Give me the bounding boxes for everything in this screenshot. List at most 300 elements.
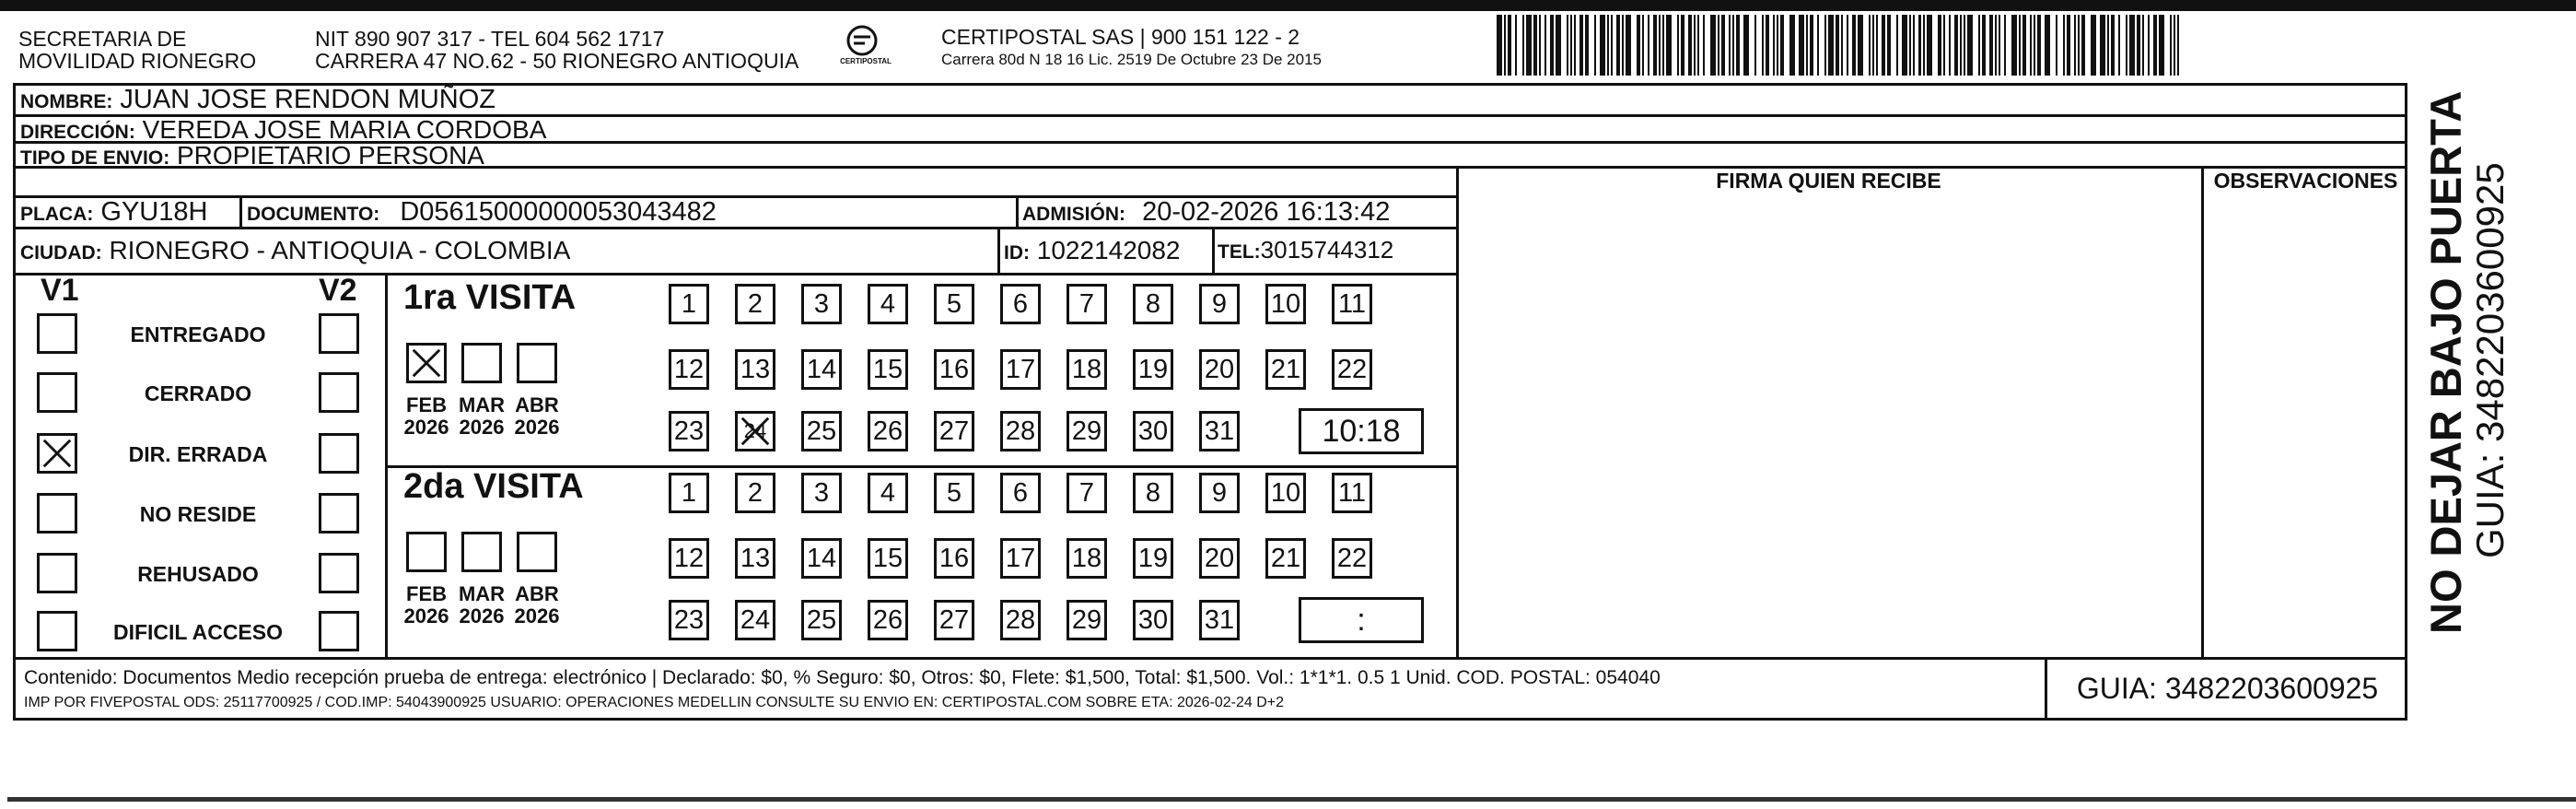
barcode-bar <box>2022 15 2026 76</box>
day-box[interactable] <box>801 349 842 390</box>
placa-value: GYU18H <box>100 197 208 227</box>
day-number: 1 <box>681 477 697 508</box>
day-number: 16 <box>938 354 970 384</box>
day-box[interactable] <box>735 349 775 390</box>
status-label: ENTREGADO <box>130 322 266 346</box>
status-v2-checkbox[interactable] <box>319 493 359 533</box>
month-year: 2026 <box>459 416 505 439</box>
day-number: 17 <box>1005 354 1036 384</box>
tel-value: 3015744312 <box>1260 236 1394 264</box>
barcode-bar <box>2004 15 2006 76</box>
day-number: 15 <box>872 354 903 384</box>
day-number: 18 <box>1071 354 1102 384</box>
barcode-bar <box>1526 15 1532 76</box>
barcode-bar <box>1721 15 1725 76</box>
day-number: 13 <box>740 543 771 573</box>
month-year: 2026 <box>514 416 560 439</box>
day-number: 14 <box>806 543 837 573</box>
day-number: 23 <box>673 604 705 635</box>
day-number: 10 <box>1270 477 1301 508</box>
day-box[interactable] <box>1133 284 1173 324</box>
day-box[interactable] <box>669 284 709 324</box>
barcode-bar <box>1913 15 1915 76</box>
barcode-bar <box>1574 15 1576 76</box>
barcode-bar <box>1978 15 1980 76</box>
barcode-bar <box>1556 15 1561 76</box>
barcode-bar <box>1579 15 1583 76</box>
day-box[interactable] <box>1000 538 1041 579</box>
barcode-bar <box>1616 15 1620 76</box>
barcode-bar <box>2153 15 2157 76</box>
barcode-bar <box>1504 15 1506 76</box>
barcode-bar <box>1600 15 1605 76</box>
day-number: 23 <box>673 416 705 446</box>
barcode-bar <box>1852 15 1856 76</box>
status-v1-checkbox[interactable] <box>37 493 77 533</box>
day-number: 6 <box>1012 288 1029 319</box>
day-number: 29 <box>1071 416 1102 446</box>
day-number: 26 <box>872 416 903 446</box>
day-number: 18 <box>1071 543 1102 573</box>
barcode-bar <box>1902 15 1907 76</box>
day-box[interactable] <box>934 473 974 513</box>
barcode-bar <box>1999 15 2000 76</box>
sender-line1: SECRETARIA DE <box>18 27 187 51</box>
side-warning: NO DEJAR BAJO PUERTA <box>2421 90 2470 634</box>
day-box[interactable] <box>868 538 908 579</box>
visit-title: 1ra VISITA <box>403 278 577 317</box>
barcode-bar <box>2019 15 2021 76</box>
day-box[interactable] <box>1067 411 1107 451</box>
day-number: 30 <box>1137 416 1169 446</box>
status-v2-checkbox[interactable] <box>319 553 359 593</box>
barcode-bar <box>2137 15 2140 76</box>
day-box[interactable] <box>1199 411 1240 451</box>
day-number: 30 <box>1137 604 1169 635</box>
placa-cell <box>20 197 207 228</box>
barcode-bar <box>1694 15 1696 76</box>
barcode-bar <box>1824 15 1826 76</box>
time-box[interactable] <box>1299 597 1424 643</box>
day-box[interactable] <box>801 284 842 324</box>
barcode-bar <box>2174 15 2175 76</box>
barcode-bar <box>1949 15 1951 76</box>
barcode-bar <box>2078 15 2080 76</box>
day-box[interactable] <box>1133 600 1173 640</box>
barcode-bar <box>1943 15 1945 76</box>
day-box[interactable] <box>1000 284 1041 324</box>
barcode-bar <box>1960 15 1962 76</box>
status-column-line <box>385 273 388 657</box>
day-number: 5 <box>946 477 962 508</box>
barcode-bar <box>1876 15 1878 76</box>
month-checkbox[interactable] <box>406 532 447 572</box>
month-year: 2026 <box>403 604 449 627</box>
barcode-bar <box>1847 15 1848 76</box>
day-number: 9 <box>1211 288 1228 319</box>
day-box[interactable] <box>934 411 974 451</box>
day-number: 19 <box>1137 354 1169 384</box>
day-box[interactable] <box>1067 600 1107 640</box>
day-box[interactable] <box>1133 473 1173 513</box>
barcode-bar <box>1909 15 1911 76</box>
firma-header: FIRMA QUIEN RECIBE <box>1716 169 1941 193</box>
barcode-bar <box>2142 15 2144 76</box>
day-number: 3 <box>813 477 830 508</box>
month-name: ABR <box>515 393 559 416</box>
barcode-bar <box>1989 15 1993 76</box>
barcode-bar <box>1923 15 1925 76</box>
firma-column-line <box>1456 166 1459 657</box>
day-box[interactable] <box>868 411 908 451</box>
day-box[interactable] <box>868 284 908 324</box>
day-number: 13 <box>740 354 771 384</box>
day-box[interactable] <box>669 411 709 451</box>
barcode-bar <box>2111 15 2115 76</box>
barcode-bar <box>2177 15 2179 76</box>
day-number: 20 <box>1204 543 1235 573</box>
day-number: 2 <box>747 288 763 319</box>
barcode-bar <box>2067 15 2070 76</box>
day-number: 11 <box>1337 288 1367 319</box>
barcode-bar <box>1773 15 1775 76</box>
barcode-bar <box>1607 15 1609 76</box>
sender-block <box>18 28 256 72</box>
day-number: 15 <box>872 543 903 573</box>
barcode-bar <box>1594 15 1596 76</box>
cell-line <box>1212 227 1215 273</box>
day-box[interactable] <box>1133 411 1173 451</box>
day-box[interactable] <box>735 538 775 579</box>
barcode-bar <box>1743 15 1749 76</box>
tipo-label: TIPO DE ENVIO: <box>20 147 170 169</box>
day-number: 24 <box>743 419 767 442</box>
footer-contenido: Contenido: Documentos Medio recepción prueba de entrega: electrónico | Declarado: $0, % Seguro: $0, Otros: $0, Flete: $1,500, Total: $1,500. Vol.: 1*1*1. 0.5 1 Unid. COD. POSTAL: 054040 <box>24 667 1661 688</box>
barcode-bar <box>1896 15 1898 76</box>
barcode-bar <box>1995 15 1997 76</box>
day-box[interactable] <box>1133 349 1173 390</box>
day-number: 16 <box>938 543 970 573</box>
day-number: 11 <box>1337 477 1367 508</box>
status-label: CERRADO <box>144 381 252 405</box>
status-v2-checkbox[interactable] <box>319 372 359 413</box>
barcode-bar <box>1869 15 1871 76</box>
barcode-bar <box>1585 15 1589 76</box>
month-checkbox[interactable] <box>461 343 502 383</box>
day-number: 9 <box>1211 477 1228 508</box>
footer-guia: GUIA: 3482203600925 <box>2076 672 2379 705</box>
barcode-bar <box>1681 15 1684 76</box>
day-number: 25 <box>806 416 837 446</box>
month-name: MAR <box>458 393 506 416</box>
barcode-bar <box>1799 15 1804 76</box>
barcode-bar <box>1642 15 1644 76</box>
row-divider <box>13 273 1459 276</box>
day-box[interactable] <box>1265 349 1306 390</box>
ciudad-label: CIUDAD: <box>20 242 102 264</box>
month-label <box>454 583 509 627</box>
nombre-value: JUAN JOSE RENDON MUÑOZ <box>120 85 496 114</box>
day-box[interactable] <box>1265 284 1306 324</box>
day-number: 17 <box>1005 543 1036 573</box>
direccion-label: DIRECCIÓN: <box>20 122 135 143</box>
barcode-bar <box>1729 15 1731 76</box>
barcode-bar <box>1732 15 1734 76</box>
barcode-bar <box>1626 15 1631 76</box>
day-box[interactable] <box>1000 411 1041 451</box>
barcode-bar <box>2148 15 2150 76</box>
id-cell <box>1004 236 1181 265</box>
day-box[interactable] <box>868 473 908 513</box>
v2-header: V2 <box>319 273 357 308</box>
ciudad-value: RIONEGRO - ANTIOQUIA - COLOMBIA <box>109 236 571 264</box>
day-box[interactable] <box>1265 473 1306 513</box>
barcode-bar <box>2129 15 2135 76</box>
status-v2-checkbox[interactable] <box>319 433 359 474</box>
sender-line2: MOVILIDAD RIONEGRO <box>18 49 257 73</box>
barcode-bar <box>1533 15 1537 76</box>
day-box[interactable] <box>934 349 974 390</box>
barcode-bar <box>1653 15 1657 76</box>
month-checkbox[interactable] <box>461 532 502 572</box>
day-box[interactable] <box>1000 600 1041 640</box>
day-box[interactable] <box>1265 538 1306 579</box>
day-number: 31 <box>1204 416 1235 446</box>
barcode-bar <box>1710 15 1716 76</box>
barcode-bar <box>1522 15 1524 76</box>
barcode-bar <box>1882 15 1885 76</box>
visit-title: 2da VISITA <box>403 467 584 506</box>
barcode-bar <box>2159 15 2164 76</box>
barcode <box>1497 15 2183 76</box>
day-box[interactable] <box>735 284 775 324</box>
placa-label: PLACA: <box>20 204 94 225</box>
day-number: 12 <box>673 354 705 384</box>
day-number: 27 <box>938 604 970 635</box>
month-label <box>399 583 454 627</box>
barcode-bar <box>2011 15 2017 76</box>
month-checkbox[interactable] <box>406 343 447 383</box>
day-box[interactable] <box>735 473 775 513</box>
day-number: 7 <box>1078 477 1095 508</box>
barcode-bar <box>2037 15 2041 76</box>
day-number: 8 <box>1145 477 1161 508</box>
barcode-bar <box>1967 15 1973 76</box>
day-box[interactable] <box>1332 284 1372 324</box>
day-box[interactable] <box>1199 473 1240 513</box>
day-box[interactable] <box>1199 600 1240 640</box>
day-box[interactable] <box>669 473 709 513</box>
documento-value: D05615000000053043482 <box>400 197 717 227</box>
status-v2-checkbox[interactable] <box>319 611 359 651</box>
barcode-bar <box>2091 15 2096 76</box>
courier-line1: CERTIPOSTAL SAS | 900 151 122 - 2 <box>941 25 1300 49</box>
day-box[interactable] <box>801 538 842 579</box>
barcode-bar <box>1666 15 1672 76</box>
barcode-bar <box>2056 15 2057 76</box>
barcode-bar <box>1828 15 1834 76</box>
day-number: 5 <box>946 288 962 319</box>
day-box[interactable] <box>934 284 974 324</box>
tipo-row <box>20 141 484 170</box>
day-box[interactable] <box>1332 349 1372 390</box>
barcode-bar <box>1872 15 1874 76</box>
time-value: 10:18 <box>1322 413 1401 449</box>
day-number: 1 <box>681 288 697 319</box>
day-number: 28 <box>1005 604 1036 635</box>
day-number: 20 <box>1204 354 1235 384</box>
day-box[interactable] <box>1000 473 1041 513</box>
barcode-bar <box>1754 15 1756 76</box>
status-label: DIR. ERRADA <box>128 442 268 466</box>
day-box[interactable] <box>1199 349 1240 390</box>
day-number: 22 <box>1336 543 1368 573</box>
day-number: 10 <box>1270 288 1301 319</box>
barcode-bar <box>2100 15 2105 76</box>
barcode-bar <box>1677 15 1679 76</box>
day-box[interactable] <box>1199 284 1240 324</box>
barcode-bar <box>1570 15 1572 76</box>
day-number: 6 <box>1012 477 1029 508</box>
day-box[interactable] <box>669 600 709 640</box>
direccion-value: VEREDA JOSE MARIA CORDOBA <box>142 115 547 144</box>
day-number: 27 <box>938 416 970 446</box>
day-number: 26 <box>872 604 903 635</box>
courier-block <box>941 26 1322 68</box>
documento-label: DOCUMENTO: <box>247 204 380 225</box>
day-box[interactable] <box>669 349 709 390</box>
id-label: ID: <box>1004 242 1030 264</box>
cell-line <box>1016 195 1019 227</box>
barcode-bar <box>1762 15 1764 76</box>
cell-line <box>239 195 242 227</box>
barcode-bar <box>1927 15 1932 76</box>
barcode-bar <box>1550 15 1554 76</box>
day-number: 21 <box>1270 543 1301 573</box>
day-box[interactable] <box>735 411 775 451</box>
status-v1-checkbox[interactable] <box>37 372 77 413</box>
barcode-bar <box>1964 15 1965 76</box>
day-box[interactable] <box>1199 538 1240 579</box>
nit-line: NIT 890 907 317 - TEL 604 562 1717 <box>315 27 665 51</box>
day-box[interactable] <box>1332 538 1372 579</box>
id-value: 1022142082 <box>1036 236 1181 264</box>
day-box[interactable] <box>868 349 908 390</box>
month-checkbox[interactable] <box>517 532 557 572</box>
time-box[interactable] <box>1299 408 1424 454</box>
barcode-bar <box>1539 15 1541 76</box>
month-checkbox[interactable] <box>517 343 557 383</box>
courier-line2: Carrera 80d N 18 16 Lic. 2519 De Octubre 23 De 2015 <box>941 51 1322 68</box>
top-edge-line <box>0 0 2576 11</box>
footer-imp: IMP POR FIVEPOSTAL ODS: 25117700925 / COD.IMP: 54043900925 USUARIO: OPERACIONES MEDELLIN CONSULTE SU ENVIO EN: CERTIPOSTAL.COM SOBRE ETA: 2026-02-24 D+2 <box>24 695 1285 710</box>
day-number: 19 <box>1137 543 1169 573</box>
status-label: REHUSADO <box>137 562 259 586</box>
day-box[interactable] <box>801 473 842 513</box>
barcode-bar <box>2034 15 2035 76</box>
barcode-bar <box>1938 15 1941 76</box>
tel-cell <box>1218 236 1393 264</box>
barcode-bar <box>1810 15 1813 76</box>
barcode-bar <box>1858 15 1863 76</box>
status-label: NO RESIDE <box>139 502 257 526</box>
barcode-bar <box>1508 15 1511 76</box>
month-label <box>509 583 565 627</box>
ciudad-cell <box>20 236 570 265</box>
nombre-row <box>20 85 495 115</box>
side-guia: GUIA: 3482203600925 <box>2468 162 2512 558</box>
barcode-bar <box>1567 15 1568 76</box>
barcode-bar <box>2030 15 2032 76</box>
status-v1-checkbox[interactable] <box>37 553 77 593</box>
month-label <box>454 394 509 439</box>
status-label: DIFICIL ACCESO <box>112 620 283 644</box>
barcode-bar <box>1662 15 1664 76</box>
barcode-bar <box>2170 15 2172 76</box>
day-number: 4 <box>880 288 896 319</box>
admision-value: 20-02-2026 16:13:42 <box>1142 197 1391 227</box>
day-box[interactable] <box>801 411 842 451</box>
day-number: 12 <box>673 543 705 573</box>
month-name: ABR <box>515 582 559 605</box>
day-box[interactable] <box>1332 473 1372 513</box>
observaciones-header: OBSERVACIONES <box>2213 169 2398 193</box>
barcode-bar <box>1637 15 1640 76</box>
day-box[interactable] <box>1067 284 1107 324</box>
month-label <box>399 394 454 439</box>
barcode-bar <box>1841 15 1843 76</box>
v1-header: V1 <box>41 273 79 308</box>
month-year: 2026 <box>459 604 505 627</box>
barcode-bar <box>1688 15 1692 76</box>
day-box[interactable] <box>868 600 908 640</box>
barcode-bar <box>1659 15 1661 76</box>
day-box[interactable] <box>934 600 974 640</box>
nombre-label: NOMBRE: <box>20 91 113 112</box>
barcode-bar <box>1497 15 1502 76</box>
day-box[interactable] <box>1067 349 1107 390</box>
barcode-bar <box>1718 15 1719 76</box>
day-box[interactable] <box>1133 538 1173 579</box>
day-box[interactable] <box>934 538 974 579</box>
day-number: 7 <box>1078 288 1095 319</box>
day-box[interactable] <box>801 600 842 640</box>
day-box[interactable] <box>735 600 775 640</box>
barcode-bar <box>2107 15 2109 76</box>
status-v1-checkbox[interactable] <box>37 433 77 474</box>
day-box[interactable] <box>1000 349 1041 390</box>
month-year: 2026 <box>403 416 449 439</box>
certipostal-logo <box>829 24 903 70</box>
status-v1-checkbox[interactable] <box>37 611 77 651</box>
barcode-bar <box>1836 15 1839 76</box>
barcode-bar <box>1777 15 1778 76</box>
time-value: : <box>1357 602 1366 638</box>
month-name: FEB <box>406 582 447 605</box>
day-box[interactable] <box>669 538 709 579</box>
status-v1-checkbox[interactable] <box>37 313 77 354</box>
barcode-bar <box>1954 15 1958 76</box>
month-label <box>509 394 565 439</box>
status-v2-checkbox[interactable] <box>319 313 359 354</box>
barcode-bar <box>1648 15 1649 76</box>
barcode-bar <box>1982 15 1986 76</box>
barcode-bar <box>2063 15 2065 76</box>
day-number: 2 <box>747 477 763 508</box>
tipo-value: PROPIETARIO PERSONA <box>176 141 484 170</box>
day-box[interactable] <box>1067 473 1107 513</box>
day-box[interactable] <box>1067 538 1107 579</box>
